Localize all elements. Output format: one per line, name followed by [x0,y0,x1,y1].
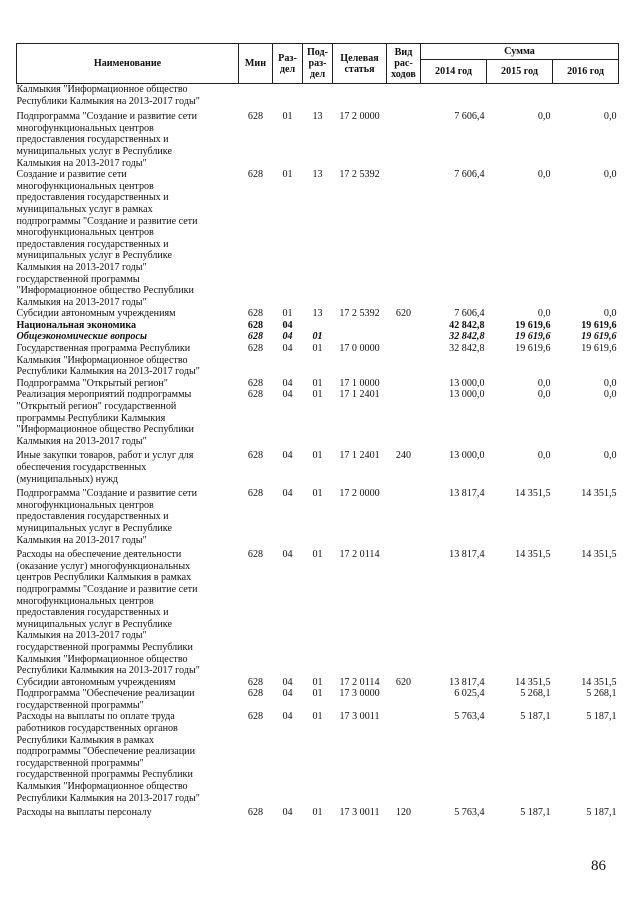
cell-y2014: 13 817,4 [449,488,485,500]
col-header-sum: Сумма [421,44,619,60]
cell-name: Подпрограмма "Создание и развитие сети многофункциональных центров предоставления государственных и муниципальных услуг в Республике Калмыкия на 2013-2017 годы" [16,111,197,169]
cell-y2014: 13 000,0 [449,377,485,389]
col-header-target: Целевая статья [333,44,387,84]
cell-vid [387,389,421,447]
table-row [17,485,619,546]
cell-y2015: 0,0 [537,389,551,401]
cell-min: 628 [247,549,264,561]
table-row [17,447,619,485]
cell-vid [387,546,421,677]
page-number: 86 [591,858,606,874]
cell-y2014: 13 000,0 [449,389,485,401]
cell-y2015: 14 351,5 [515,549,551,561]
cell-target: 17 2 0000 [339,488,380,500]
cell-y2016: 19 619,6 [581,331,617,343]
col-header-podrazdel: Под- раз- дел [303,44,333,84]
cell-vid [387,343,421,378]
cell-podrazdel: 13 [312,308,323,320]
cell-y2016: 14 351,5 [581,549,617,561]
cell-razdel: 04 [282,319,293,331]
cell-vid [387,485,421,546]
cell-min: 628 [247,377,264,389]
cell-name: Калмыкия "Информационное общество Республики Калмыкия на 2013-2017 годы" [16,84,200,107]
cell-target: 17 3 0000 [339,688,380,700]
cell-y2015: 5 187,1 [520,711,551,723]
cell-razdel: 04 [282,377,293,389]
cell-razdel: 04 [282,549,293,561]
cell-podrazdel [303,320,333,332]
cell-target: 17 3 0011 [339,807,380,819]
cell-name: Расходы на обеспечение деятельности (оказание услуг) многофункциональных центров Республики Калмыкия в рамках подпрограммы "Создание и развитие сети многофункциональных центров предоставления государственных и муниципальных услуг в Республике Калмыкия на 2013-2017 годы" государственной программы Республики Калмыкия "Информационное общество Республики Калмыкия на 2013-2017 годы" [16,549,200,677]
cell-target [333,331,387,343]
cell-y2016: 0,0 [603,111,617,123]
cell-name: Общеэкономические вопросы [16,331,147,343]
cell-vid [387,84,421,108]
cell-name: Субсидии автономным учреждениям [16,676,176,688]
col-header-2014: 2014 год [421,60,487,84]
cell-razdel: 04 [282,450,293,462]
cell-y2015: 5 268,1 [520,688,551,700]
table-row [17,688,619,711]
cell-min: 628 [247,688,264,700]
cell-razdel: 04 [282,488,293,500]
cell-y2016: 5 268,1 [586,688,617,700]
cell-y2014: 32 842,8 [449,343,485,355]
cell-min: 628 [247,807,264,819]
cell-podrazdel: 01 [312,343,323,355]
cell-y2014: 7 606,4 [454,308,485,320]
cell-target [333,84,387,108]
table-row [17,169,619,308]
cell-y2014: 32 842,8 [449,331,485,343]
cell-razdel: 04 [282,343,293,355]
table-row [17,677,619,689]
cell-podrazdel: 01 [312,377,323,389]
table-row [17,84,619,108]
cell-name: Расходы на выплаты персоналу [16,807,152,819]
cell-y2015: 0,0 [537,377,551,389]
cell-podrazdel: 01 [312,711,323,723]
cell-razdel: 01 [282,111,293,123]
table-row [17,343,619,378]
cell-name: Государственная программа Республики Калмыкия "Информационное общество Республики Калмыкия на 2013-2017 годы" [16,343,200,378]
cell-target: 17 1 2401 [339,450,380,462]
cell-min: 628 [247,308,264,320]
cell-y2015: 19 619,6 [515,319,551,331]
cell-razdel: 04 [282,676,293,688]
cell-min: 628 [247,450,264,462]
cell-y2014: 6 025,4 [454,688,485,700]
cell-vid: 120 [395,807,412,819]
cell-name: Иные закупки товаров, работ и услуг для обеспечения государственных (муниципальных) нужд [16,450,194,485]
cell-y2014: 13 000,0 [449,450,485,462]
cell-y2014: 7 606,4 [454,169,485,181]
cell-min: 628 [247,389,264,401]
col-header-vid: Вид рас- ходов [387,44,421,84]
cell-y2014: 42 842,8 [449,319,485,331]
cell-target: 17 1 0000 [339,377,380,389]
cell-razdel: 04 [282,688,293,700]
cell-target: 17 2 5392 [339,308,380,320]
cell-vid [387,169,421,308]
table-row [17,804,619,819]
table-row [17,711,619,804]
cell-y2015: 0,0 [537,450,551,462]
cell-y2016: 5 187,1 [586,711,617,723]
cell-target: 17 2 0114 [339,676,380,688]
cell-vid: 240 [395,450,412,462]
cell-min: 628 [247,343,264,355]
cell-name: Подпрограмма "Создание и развитие сети многофункциональных центров предоставления государственных и муниципальных услуг в Республике Калмыкия на 2013-2017 годы" [16,488,197,546]
cell-podrazdel: 01 [312,389,323,401]
col-header-2015: 2015 год [487,60,553,84]
cell-razdel: 04 [282,807,293,819]
cell-podrazdel [303,84,333,108]
cell-y2014 [421,84,487,108]
cell-y2016 [553,84,619,108]
cell-y2015: 0,0 [537,111,551,123]
cell-target: 17 3 0011 [339,711,380,723]
col-header-name: Наименование [17,44,239,84]
cell-y2015: 19 619,6 [515,343,551,355]
cell-vid: 620 [395,676,412,688]
cell-podrazdel: 01 [312,807,323,819]
col-header-razdel: Раз- дел [273,44,303,84]
cell-name: Реализация мероприятий подпрограммы "Открытый регион" государственной программы Республики Калмыкия "Информационное общество Республики Калмыкия на 2013-2017 годы" [16,389,194,447]
cell-razdel: 04 [282,389,293,401]
cell-name: Расходы на выплаты по оплате труда работников государственных органов Республики Калмыкия в рамках подпрограммы "Обеспечение реализации государственной программы" государственной программы Республики Калмыкия "Информационное общество Республики Калмыкия на 2013-2017 годы" [16,711,200,804]
cell-vid [387,378,421,390]
cell-name: Субсидии автономным учреждениям [16,308,176,320]
cell-target: 17 0 0000 [339,343,380,355]
table-body [17,84,619,819]
cell-podrazdel: 13 [312,169,323,181]
cell-podrazdel: 01 [312,331,323,343]
cell-vid: 620 [395,308,412,320]
cell-y2014: 5 763,4 [454,807,485,819]
cell-min: 628 [247,169,264,181]
table-row [17,107,619,169]
table-row [17,389,619,447]
cell-podrazdel: 01 [312,676,323,688]
col-header-min: Мин [239,44,273,84]
cell-min: 628 [247,331,264,343]
cell-y2015: 0,0 [537,169,551,181]
cell-target [333,320,387,332]
cell-target: 17 2 0000 [339,111,380,123]
cell-podrazdel: 01 [312,450,323,462]
cell-min: 628 [247,488,264,500]
cell-y2016: 0,0 [603,450,617,462]
cell-podrazdel: 01 [312,549,323,561]
cell-y2014: 13 817,4 [449,676,485,688]
cell-min: 628 [247,711,264,723]
cell-y2016: 0,0 [603,308,617,320]
cell-y2015: 5 187,1 [520,807,551,819]
cell-y2015: 14 351,5 [515,676,551,688]
table-row [17,320,619,332]
cell-y2014: 7 606,4 [454,111,485,123]
table-row [17,378,619,390]
cell-y2015: 19 619,6 [515,331,551,343]
cell-podrazdel: 13 [312,111,323,123]
cell-min: 628 [247,319,264,331]
cell-vid [387,711,421,804]
cell-target: 17 2 5392 [339,169,380,181]
cell-vid [387,320,421,332]
cell-razdel: 01 [282,169,293,181]
cell-min [239,84,273,108]
cell-target: 17 1 2401 [339,389,380,401]
col-header-2016: 2016 год [553,60,619,84]
budget-table [16,43,619,819]
table-row [17,546,619,677]
cell-name: Создание и развитие сети многофункциональных центров предоставления государственных и муниципальных услуг в рамках подпрограммы "Создание и развитие сети многофункциональных центров предоставления государственных и муниципальных услуг в Республике Калмыкия на 2013-2017 годы" государственной программы "Информационное общество Республики Калмыкия на 2013-2017 годы" [16,169,198,308]
cell-name: Подпрограмма "Открытый регион" [16,377,168,389]
cell-vid [387,107,421,169]
cell-y2016: 5 187,1 [586,807,617,819]
cell-min: 628 [247,111,264,123]
cell-y2016: 19 619,6 [581,319,617,331]
cell-name: Национальная экономика [16,319,137,331]
cell-y2016: 0,0 [603,389,617,401]
cell-razdel: 01 [282,308,293,320]
cell-vid [387,688,421,711]
cell-target: 17 2 0114 [339,549,380,561]
cell-vid [387,331,421,343]
cell-min: 628 [247,676,264,688]
cell-y2015 [487,84,553,108]
cell-razdel [273,84,303,108]
table-row [17,308,619,320]
cell-y2016: 14 351,5 [581,676,617,688]
cell-razdel: 04 [282,331,293,343]
cell-y2016: 19 619,6 [581,343,617,355]
cell-razdel: 04 [282,711,293,723]
cell-podrazdel: 01 [312,488,323,500]
cell-y2015: 14 351,5 [515,488,551,500]
cell-podrazdel: 01 [312,688,323,700]
table-row [17,331,619,343]
cell-y2014: 13 817,4 [449,549,485,561]
cell-y2014: 5 763,4 [454,711,485,723]
cell-name: Подпрограмма "Обеспечение реализации государственной программы" [16,688,195,711]
cell-y2015: 0,0 [537,308,551,320]
cell-y2016: 14 351,5 [581,488,617,500]
cell-y2016: 0,0 [603,169,617,181]
cell-y2016: 0,0 [603,377,617,389]
